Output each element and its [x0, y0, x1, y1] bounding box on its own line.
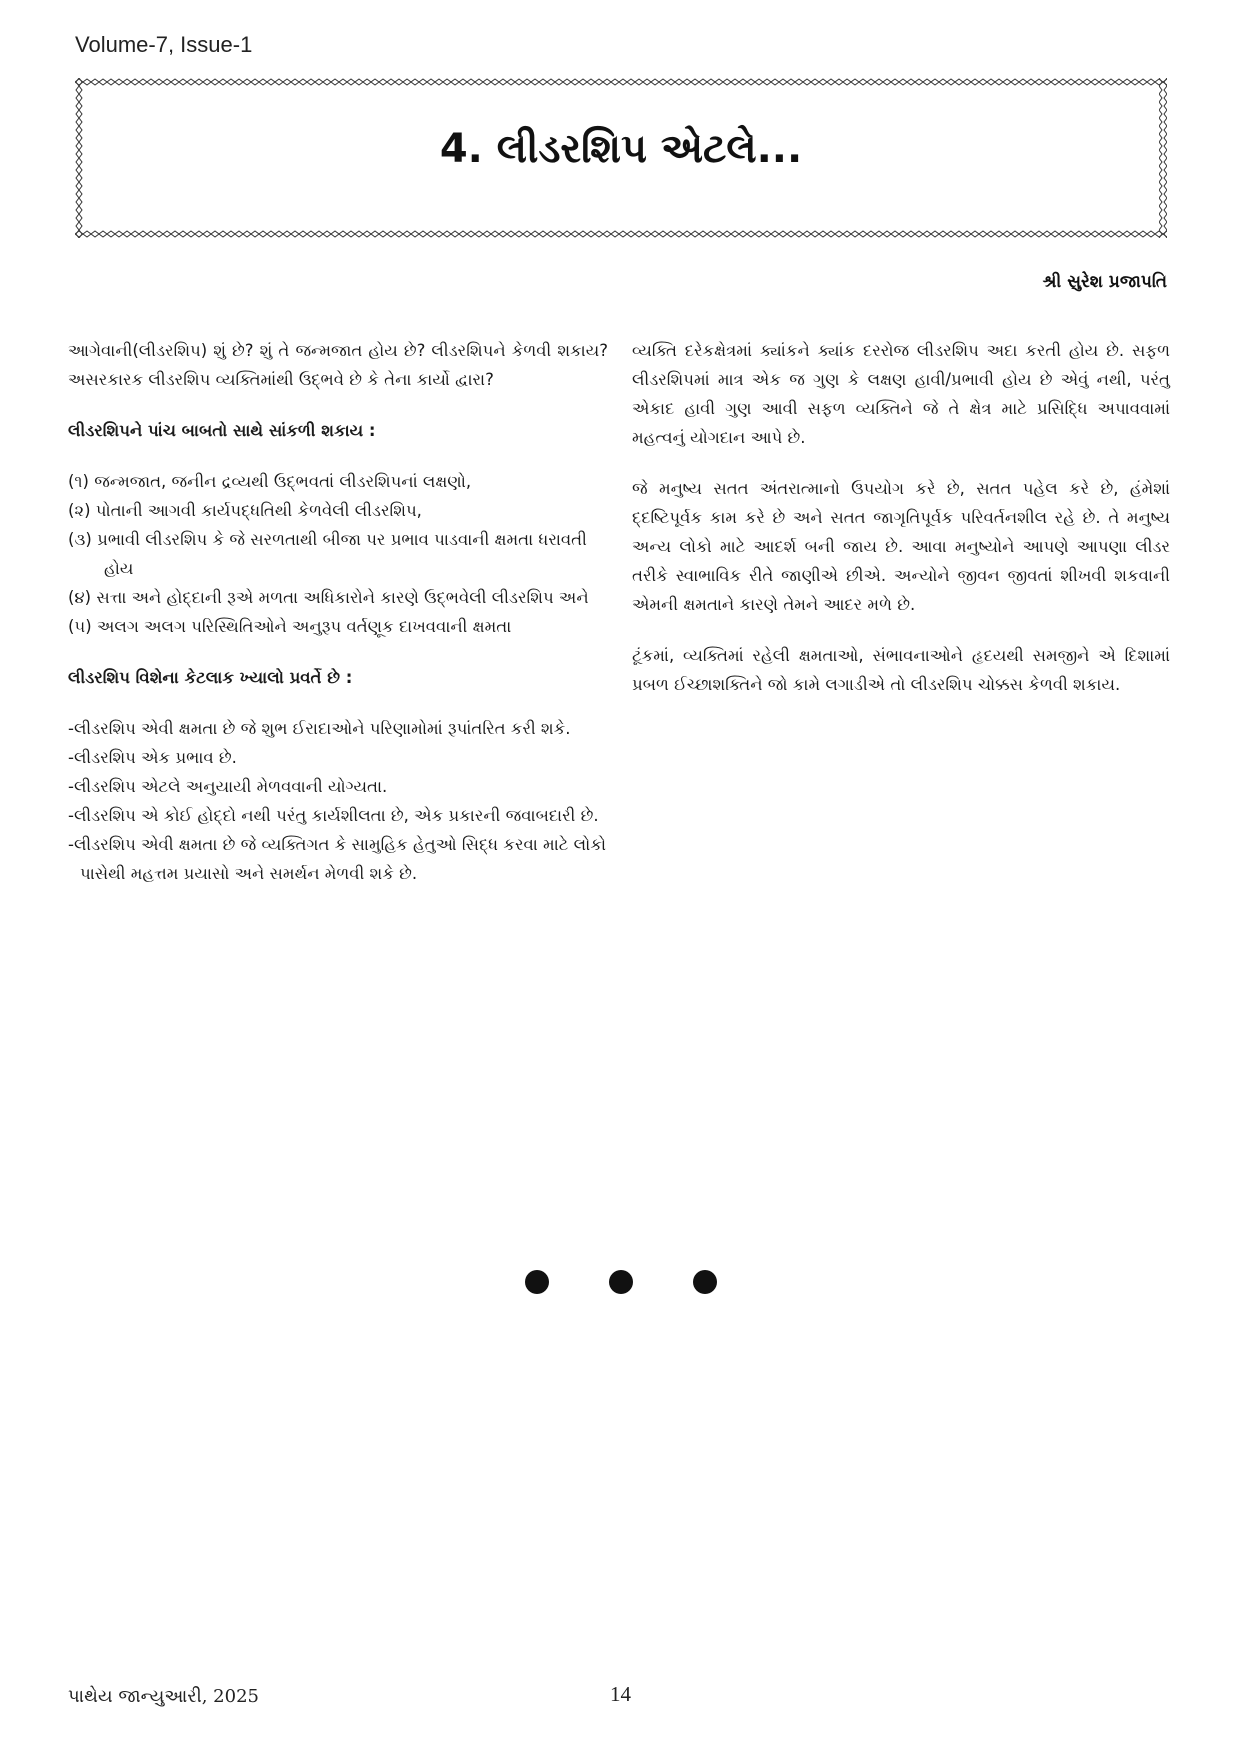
page-number: 14 [610, 1682, 631, 1706]
left-column [68, 336, 608, 888]
concepts-list [68, 714, 608, 888]
list-item: -લીડરશિપ એક પ્રભાવ છે. [68, 748, 237, 767]
right-column [632, 336, 1170, 721]
list-item: (૧) જન્મજાત, જનીન દ્રવ્યથી ઉદ્ભવતાં લીડરશિપનાં લક્ષણો, [68, 472, 472, 491]
body-paragraph: વ્યક્તિ દરેકક્ષેત્રમાં ક્યાંકને ક્યાંક દરરોજ લીડરશિપ અદા કરતી હોય છે. સફળ લીડરશિપમાં માત્ર એક જ ગુણ કે લક્ષણ હાવી/પ્રભાવી હોય છે એવું નથી, પરંતુ એકાદ હાવી ગુણ આવી સફળ વ્યક્તિને જે તે ક્ષેત્ર માટે પ્રસિદ્ધિ અપાવવામાં મહત્વનું યોગદાન આપે છે. [632, 341, 1170, 447]
bullet-dot-icon [525, 1270, 549, 1294]
intro-paragraph: આગેવાની(લીડરશિપ) શું છે? શું તે જન્મજાત હોય છે? લીડરશિપને કેળવી શકાય? અસરકારક લીડરશિપ વ્યક્તિમાંથી ઉદ્ભવે છે કે તેના કાર્યો દ્વારા? [68, 341, 608, 389]
end-of-article-dots [0, 1270, 1241, 1300]
body-paragraph: ટૂંકમાં, વ્યક્તિમાં રહેલી ક્ષમતાઓ, સંભાવનાઓને હૃદયથી સમજીને એ દિશામાં પ્રબળ ઈચ્છાશક્તિને જો કામે લગાડીએ તો લીડરશિપ ચોક્કસ કેળવી શકાય. [632, 646, 1170, 694]
title-frame [75, 78, 1167, 238]
bullet-dot-icon [693, 1270, 717, 1294]
article-title: 4. લીડરશિપ એટલે... [439, 126, 803, 172]
aspects-list [68, 467, 608, 641]
body-paragraph: જે મનુષ્ય સતત અંતરાત્માનો ઉપયોગ કરે છે, સતત પહેલ કરે છે, હંમેશાં દ્દષ્ટિપૂર્વક કામ કરે છે અને સતત જાગૃતિપૂર્વક પરિવર્તનશીલ રહે છે. તે મનુષ્ય અન્ય લોકો માટે આદર્શ બની જાય છે. આવા મનુષ્યોને આપણે આપણા લીડર તરીકે સ્વાભાવિક રીતે જાણીએ છીએ. અન્યોને જીવન જીવતાં શીખવી શકવાની એમની ક્ષમતાને કારણે તેમને આદર મળે છે. [632, 479, 1170, 614]
list-item: (૪) સત્તા અને હોદ્દાની રૂએ મળતા અધિકારોને કારણે ઉદ્ભવેલી લીડરશિપ અને [68, 588, 589, 607]
list-item: -લીડરશિપ એવી ક્ષમતા છે જે શુભ ઈરાદાઓને પરિણામોમાં રૂપાંતરિત કરી શકે. [68, 719, 571, 738]
author-name: શ્રી સુરેશ પ્રજાપતિ [1042, 272, 1167, 292]
section-heading-concepts: લીડરશિપ વિશેના કેટલાક ખ્યાલો પ્રવર્તે છે : [68, 668, 353, 687]
list-item: (૩) પ્રભાવી લીડરશિપ કે જે સરળતાથી બીજા પર પ્રભાવ પાડવાની ક્ષમતા ધરાવતી હોય [68, 530, 587, 578]
list-item: -લીડરશિપ એવી ક્ષમતા છે જે વ્યક્તિગત કે સામુહિક હેતુઓ સિદ્ધ કરવા માટે લોકો પાસેથી મહત્તમ પ્રયાસો અને સમર્થન મેળવી શકે છે. [68, 835, 606, 883]
section-heading-five-aspects: લીડરશિપને પાંચ બાબતો સાથે સાંકળી શકાય : [68, 421, 376, 440]
volume-issue: Volume-7, Issue-1 [75, 32, 253, 57]
footer-publication: પાથેય જાન્યુઆરી, 2025 [68, 1686, 259, 1707]
list-item: -લીડરશિપ એ કોઈ હોદ્દો નથી પરંતુ કાર્યશીલતા છે, એક પ્રકારની જવાબદારી છે. [68, 806, 599, 825]
bullet-dot-icon [609, 1270, 633, 1294]
list-item: (૫) અલગ અલગ પરિસ્થિતિઓને અનુરૂપ વર્તણૂક દાખવવાની ક્ષમતા [68, 617, 512, 636]
list-item: -લીડરશિપ એટલે અનુયાયી મેળવવાની યોગ્યતા. [68, 777, 388, 796]
list-item: (૨) પોતાની આગવી કાર્યપદ્ધતિથી કેળવેલી લીડરશિપ, [68, 501, 422, 520]
